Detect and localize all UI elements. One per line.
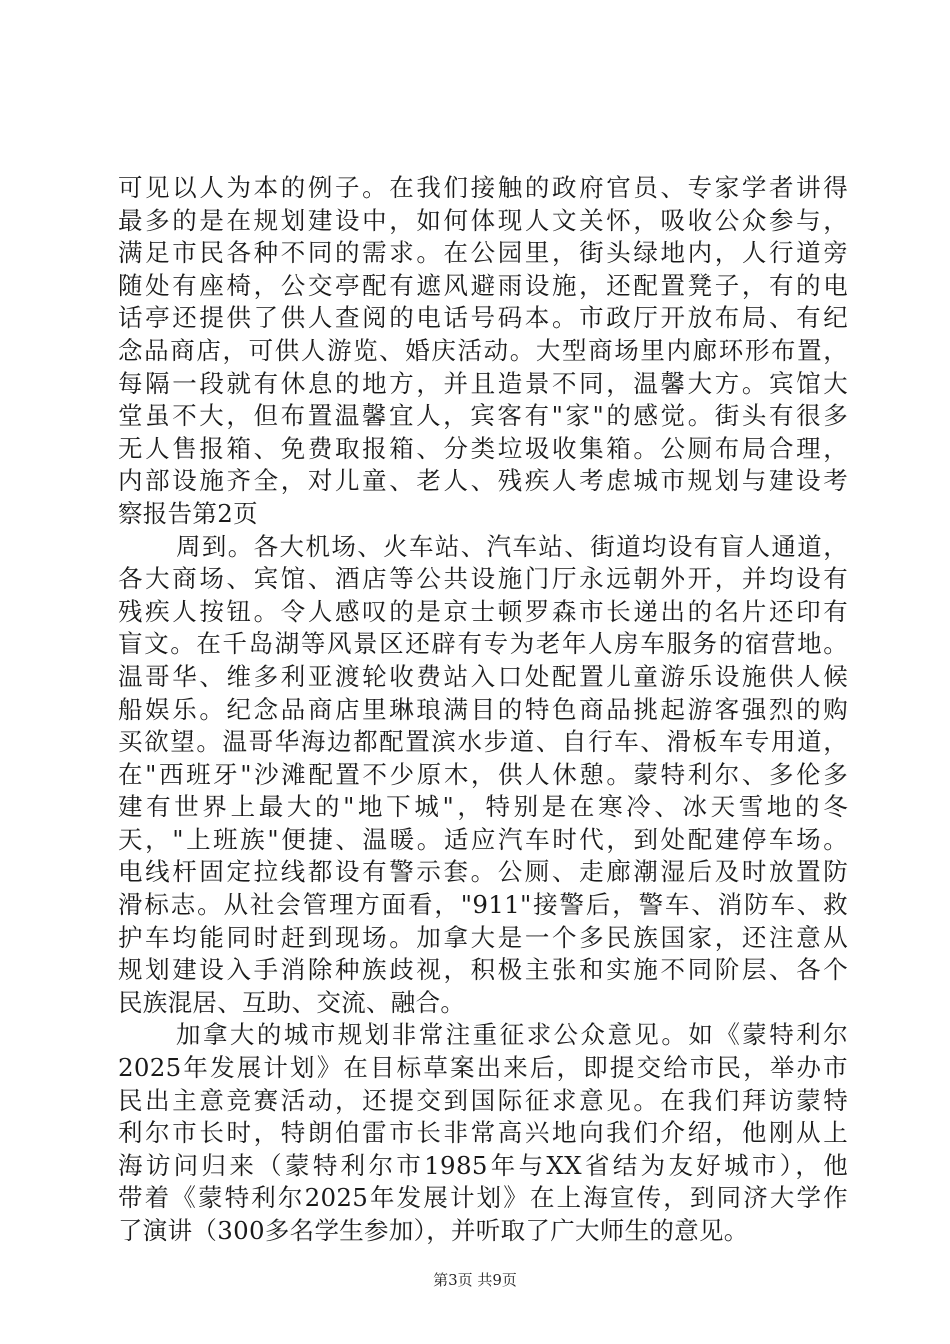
paragraph <box>118 172 848 531</box>
text-line: 船娱乐。纪念品商店里琳琅满目的特色商品挑起游客强烈的购 <box>118 694 848 724</box>
text-line: 无人售报箱、免费取报箱、分类垃圾收集箱。公厕布局合理， <box>118 433 848 463</box>
text-line: 堂虽不大，但布置温馨宜人，宾客有"家"的感觉。街头有很多 <box>118 401 848 431</box>
text-line: 买欲望。温哥华海边都配置滨水步道、自行车、滑板车专用道， <box>118 727 848 757</box>
text-line: 了演讲（300多名学生参加），并听取了广大师生的意见。 <box>118 1216 749 1245</box>
paragraph <box>118 531 848 1020</box>
text-line: 护车均能同时赶到现场。加拿大是一个多民族国家，还注意从 <box>118 922 848 952</box>
text-line: 随处有座椅，公交亭配有遮风避雨设施，还配置凳子，有的电 <box>118 270 848 300</box>
text-line: 加拿大的城市规划非常注重征求公众意见。如《蒙特利尔 <box>176 1020 848 1050</box>
text-line: 念品商店，可供人游览、婚庆活动。大型商场里内廊环形布置， <box>118 335 848 365</box>
text-line: 利尔市长时，特朗伯雷市长非常高兴地向我们介绍，他刚从上 <box>118 1118 848 1148</box>
text-line: 残疾人按钮。令人感叹的是京士顿罗森市长递出的名片还印有 <box>118 596 848 626</box>
document-body <box>118 172 848 1248</box>
text-line: 2025年发展计划》在目标草案出来后，即提交给市民，举办市 <box>118 1053 848 1083</box>
paragraph <box>118 1019 848 1247</box>
text-line: 各大商场、宾馆、酒店等公共设施门厅永远朝外开，并均设有 <box>118 564 848 594</box>
text-line: 民族混居、互助、交流、融合。 <box>118 987 466 1017</box>
text-line: 察报告第2页 <box>118 498 258 528</box>
text-line: 最多的是在规划建设中，如何体现人文关怀，吸收公众参与， <box>118 205 848 235</box>
text-line: 话亭还提供了供人查阅的电话号码本。市政厅开放布局、有纪 <box>118 303 848 333</box>
text-line: 盲文。在千岛湖等风景区还辟有专为老年人房车服务的宿营地。 <box>118 629 848 659</box>
text-line: 温哥华、维多利亚渡轮收费站入口处配置儿童游乐设施供人候 <box>118 661 848 691</box>
text-line: 满足市民各种不同的需求。在公园里，街头绿地内，人行道旁 <box>118 238 848 268</box>
text-line: 在"西班牙"沙滩配置不少原木，供人休憩。蒙特利尔、多伦多 <box>118 759 848 789</box>
text-line: 每隔一段就有休息的地方，并且造景不同，温馨大方。宾馆大 <box>118 368 848 398</box>
text-line: 内部设施齐全，对儿童、老人、残疾人考虑城市规划与建设考 <box>118 466 848 496</box>
page-footer: 第3页 共9页 <box>433 1271 517 1289</box>
text-line: 规划建设入手消除种族歧视，积极主张和实施不同阶层、各个 <box>118 955 848 985</box>
text-line: 滑标志。从社会管理方面看，"911"接警后，警车、消防车、救 <box>118 890 848 920</box>
text-line: 带着《蒙特利尔2025年发展计划》在上海宣传，到同济大学作 <box>118 1183 848 1213</box>
text-line: 海访问归来（蒙特利尔市1985年与XX省结为友好城市），他 <box>118 1150 848 1180</box>
text-line: 天，"上班族"便捷、温暖。适应汽车时代，到处配建停车场。 <box>118 824 848 854</box>
text-line: 电线杆固定拉线都设有警示套。公厕、走廊潮湿后及时放置防 <box>118 857 848 887</box>
text-line: 建有世界上最大的"地下城"，特别是在寒冷、冰天雪地的冬 <box>118 792 848 822</box>
text-line: 周到。各大机场、火车站、汽车站、街道均设有盲人通道， <box>176 531 848 561</box>
text-line: 民出主意竞赛活动，还提交到国际征求意见。在我们拜访蒙特 <box>118 1085 848 1115</box>
text-line: 可见以人为本的例子。在我们接触的政府官员、专家学者讲得 <box>118 173 848 202</box>
